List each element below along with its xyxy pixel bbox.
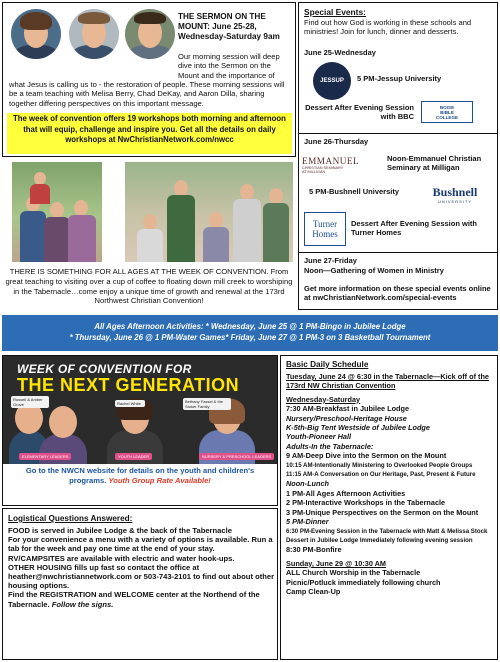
special-events-section [298,2,498,310]
next-gen-note: Go to the NWCN website for details on the youth and children's programs. Youth Group Rate Available! [7,466,273,486]
special-events-more-info: Get more information on these special events online at nwChristianNetwork.com/special-events [304,284,491,303]
workshops-callout: The week of convention offers 19 workshops both morning and afternoon that will equip, challenge and inspire you. Get all the details on daily workshops at NwChristianNetwork.com/nwcc [7,113,292,154]
sermon-description-1: Our morning session will deep dive into the Sermon on the Mount and the importance of [178,52,280,80]
schedule-item: Camp Clean-Up [286,586,341,596]
june-26-date: June 26-Thursday [304,137,369,146]
schedule-wed-sat: Wednesday-Saturday [286,394,361,404]
june-25-date: June 25-Wednesday [304,48,376,57]
logistics-housing: OTHER HOUSING fills up fast so contact the office at heather@nwchristiannetwork.com or 503-743-2101 to find out about other housing options. [8,562,275,591]
youth-group-rate: Youth Group Rate Available! [108,476,211,485]
schedule-item: 8:30 PM-Bonfire [286,545,342,555]
schedule-item: 11:15 AM-A Conversation on Our Heritage, Past, Present & Future [286,471,476,479]
logistics-section [2,508,278,660]
schedule-item: ALL Church Worship in the Tabernacle [286,568,421,578]
divider [299,252,498,253]
schedule-item: 7:30 AM-Breakfast in Jubilee Lodge [286,404,409,414]
family-photo [12,162,102,262]
schedule-item: 2 PM-Interactive Workshops in the Tabernacle [286,498,446,508]
logistics-registration: Find the REGISTRATION and WELCOME center at the Northend of the Tabernacle. Follow the signs. [8,590,260,609]
emmanuel-seminary-logo: EMMANUEL CHRISTIAN SEMINARY AT MILLIGAN [302,155,360,174]
speaker-photo-chad [69,9,119,59]
next-generation-section [2,355,278,506]
sermon-description-2: what Jesus is calling us to - the restoration of people. These morning sessions will be a team teaching with Melisa Berry, Chad DeKay, and Aaron Dilla, sharing together differing perspectives on this important message. [9,80,285,108]
all-ages-section [2,160,296,310]
turner-homes-logo: Turner Homes [304,212,346,246]
special-events-heading: Special Events: [304,7,366,17]
logistics-food: FOOD is served in Jubilee Lodge & the back of the Tabernacle [8,526,232,535]
logistics-body [8,526,276,609]
next-gen-title-2: THE NEXT GENERATION [17,375,240,395]
schedule-sunday: Sunday, June 29 @ 10:30 AM [286,558,386,568]
jessup-logo: JESSUP [313,62,351,100]
all-ages-text: THERE IS SOMETHING FOR ALL AGES AT THE WEEK OF CONVENTION. From great teaching to visiting over a cup of coffee to floating down mill creek to worshiping in the Tabernacle…come enjoy a unique time of growth and renewal at the 173rd Northwest Christian Convention! [5,267,293,306]
schedule-item: 1 PM-All Ages Afternoon Activities [286,488,406,498]
schedule-tuesday: Tuesday, June 24 @ 6:30 in the Tabernacle—Kick off of the 173rd NW Christian Convention [286,372,489,391]
follow-signs: Follow the signs. [51,599,114,609]
logistics-rv: RV/CAMPSITES are available with electric and water hook-ups. [8,553,235,563]
youth-leader-label: YOUTH LEADER [115,453,152,460]
tag-fassel: Bethany Fassel & the Stoker Family [183,398,231,410]
daily-schedule-section [280,355,498,660]
afternoon-activities-banner [2,315,498,351]
speaker-photo-melisa [11,9,61,59]
schedule-item: Nursery/Preschool-Heritage House [286,413,407,423]
schedule-item: Adults-In the Tabernacle: [286,441,374,451]
special-events-intro: Find out how God is working in these schools and ministries! Join for lunch, dinner and desserts. [304,18,472,37]
tag-grove: Russell & Amber Grove [11,396,49,408]
schedule-item: 3 PM-Unique Perspectives on the Sermon on the Mount [286,507,479,517]
june-27-date: June 27-Friday [304,256,357,265]
sermon-section [2,2,296,157]
next-generation-graphic [3,356,277,464]
elementary-leaders-label: ELEMENTARY LEADERS [19,453,71,460]
activities-line-2: * Thursday, June 26 @ 1 PM-Water Games* Friday, June 27 @ 1 PM-3 on 3 Basketball Tournament [69,333,431,342]
schedule-item: Noon-Lunch [286,479,329,489]
schedule-item: Picnic/Potluck immediately following church [286,577,441,587]
turner-homes-event: Dessert After Evening Session with Turner Homes [351,219,478,238]
next-gen-title-1: WEEK OF CONVENTION FOR [17,362,192,376]
logistics-menu: For your convenience a menu with a variety of options is available. Run a tab for the week and pay one time at the end of your stay. [8,535,273,554]
schedule-body [286,372,496,596]
schedule-item: 5 PM-Dinner [286,517,329,527]
activities-line-1: All Ages Afternoon Activities: * Wednesday, June 25 @ 1 PM-Bingo in Jubilee Lodge [94,322,406,331]
schedule-item: Youth-Pioneer Hall [286,432,352,442]
emmanuel-event: Noon-Emmanuel Christian Seminary at Milligan [387,154,482,173]
schedule-item: 10:15 AM-Intentionally Ministering to Overlooked People Groups [286,461,473,469]
nursery-leaders-label: NURSERY & PRESCHOOL LEADERS [199,453,274,460]
schedule-item: K-5th-Big Tent Westside of Jubilee Lodge [286,423,430,433]
boise-bible-college-logo: BOISE BIBLE COLLEGE [421,101,473,123]
jessup-event: 5 PM-Jessup University [357,74,442,83]
sermon-title: THE SERMON ON THE MOUNT: June 25-28, Wednesday-Saturday 9am [178,12,280,41]
group-photo [125,162,293,262]
bbc-dessert-event: Dessert After Evening Session with BBC [305,103,414,122]
bushnell-event: 5 PM-Bushnell University [309,187,400,196]
bushnell-logo: Bushnell UNIVERSITY [432,185,478,204]
speaker-photo-aaron [125,9,175,59]
schedule-item: 9 AM-Deep Dive into the Sermon on the Mount [286,451,447,461]
tag-white: Rachel White [115,400,145,407]
women-ministry-event: Noon—Gathering of Women in Ministry [304,266,444,275]
schedule-heading: Basic Daily Schedule [286,360,369,369]
logistics-heading: Logistical Questions Answered: [8,514,133,523]
divider [299,133,498,134]
schedule-item: Dessert in Jubilee Lodge Immediately following evening session [286,536,473,544]
schedule-item: 6:30 PM-Evening Session in the Tabernacle with Matt & Melissa Stock [286,527,488,535]
